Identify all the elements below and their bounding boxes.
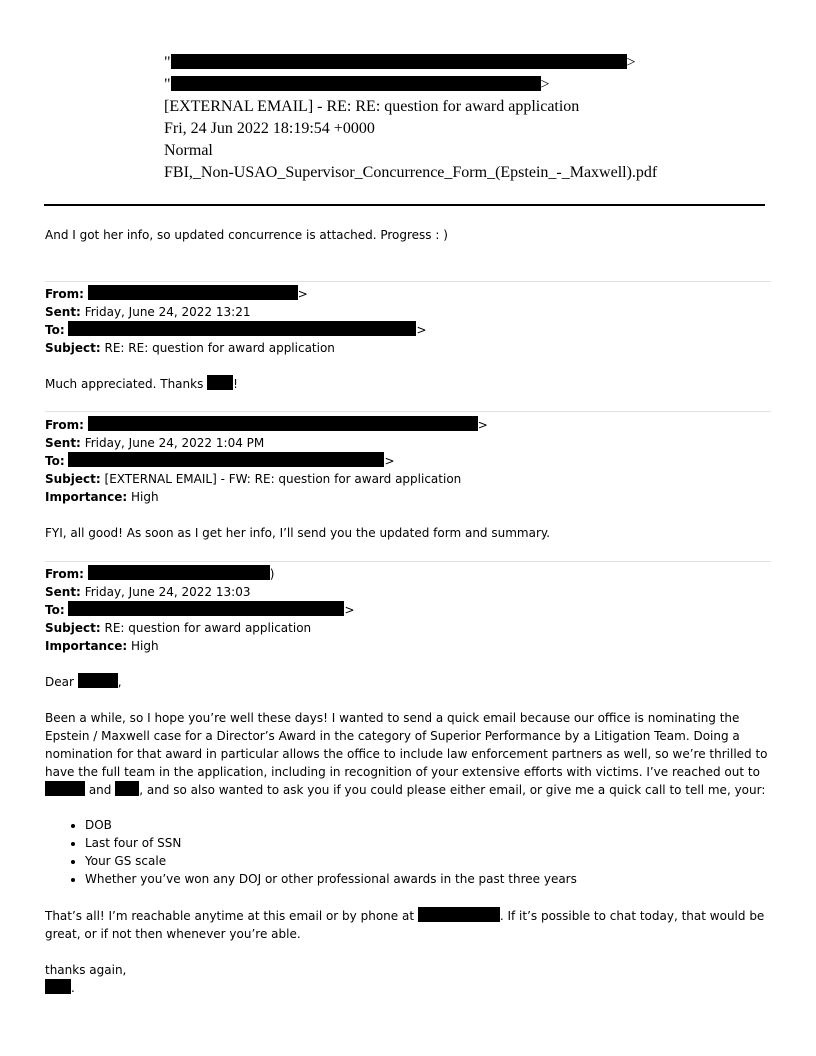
msg3-to-suffix: > — [344, 603, 355, 617]
msg3-greeting-end: , — [117, 675, 122, 689]
msg3-greeting — [45, 673, 122, 691]
redaction-box — [45, 979, 71, 994]
msg3-para1-line: have the full team in the application, including in recognition of your extensive efforts with victims. I’ve reached out to — [45, 765, 760, 779]
msg3-importance-label: Importance: — [45, 639, 128, 653]
message-divider — [45, 281, 771, 282]
msg2-subject-value: [EXTERNAL EMAIL] - FW: RE: question for award application — [104, 472, 462, 486]
header-divider — [44, 204, 765, 206]
msg2-sent-row — [45, 434, 264, 452]
msg2-subject-label: Subject: — [45, 472, 101, 486]
msg3-para1-and: and — [85, 783, 116, 797]
msg3-from-suffix: ) — [269, 567, 275, 581]
msg1-body — [45, 375, 238, 393]
header-date-value: Fri, 24 Jun 2022 18:19:54 +0000 — [164, 120, 375, 137]
redaction-box — [45, 781, 85, 796]
msg3-from-row — [45, 565, 274, 583]
header-subject-value: [EXTERNAL EMAIL] - RE: RE: question for award application — [164, 98, 580, 115]
msg1-from-label: From: — [45, 287, 84, 301]
msg3-to-label: To: — [45, 603, 65, 617]
msg3-para2-line — [45, 907, 764, 925]
msg3-para2-line: great, or if not then whenever you’re able. — [45, 927, 301, 941]
header-to-suffix: > — [540, 76, 550, 93]
redaction-box — [115, 781, 139, 796]
redaction-box — [88, 565, 270, 580]
msg1-from-row — [45, 285, 308, 303]
msg1-to-row — [45, 321, 427, 339]
msg3-closing: thanks again, — [45, 963, 127, 977]
list-item: • DOB — [85, 816, 577, 834]
msg2-to-row — [45, 452, 395, 470]
list-item: • Last four of SSN — [85, 834, 577, 852]
msg3-subject-label: Subject: — [45, 621, 101, 635]
header-attachment-link[interactable]: FBI,_Non-USAO_Supervisor_Concurrence_Form_(Epstein_-_Maxwell).pdf — [164, 164, 658, 181]
message-divider — [45, 561, 771, 562]
message-divider — [45, 411, 771, 412]
msg3-para1-line — [45, 781, 765, 799]
msg3-para1-end: , and so also wanted to ask you if you could please either email, or give me a quick call to tell me, your: — [139, 783, 766, 797]
msg3-importance-value: High — [130, 639, 159, 653]
msg2-body: FYI, all good! As soon as I get her info, I’ll send you the updated form and summary. — [45, 526, 551, 540]
redaction-box — [171, 76, 541, 91]
msg2-from-suffix: > — [477, 418, 488, 432]
msg3-from-label: From: — [45, 567, 84, 581]
header-from-prefix: " — [164, 54, 171, 71]
redaction-box — [68, 452, 384, 467]
header-from-suffix: > — [626, 54, 636, 71]
redaction-box — [78, 673, 118, 688]
msg1-body-end: ! — [233, 377, 238, 391]
msg3-signature — [45, 979, 75, 997]
msg2-importance-label: Importance: — [45, 490, 128, 504]
msg3-signature-end: . — [71, 981, 75, 995]
msg1-subject-row — [45, 339, 335, 357]
redaction-box — [68, 321, 416, 336]
msg3-sent-row — [45, 583, 250, 601]
msg3-greeting-text: Dear — [45, 675, 78, 689]
msg1-body-text: Much appreciated. Thanks — [45, 377, 208, 391]
msg3-para1-line: Been a while, so I hope you’re well these days! I wanted to send a quick email because our office is nominating the — [45, 711, 740, 725]
redaction-box — [88, 285, 298, 300]
redaction-box — [68, 601, 344, 616]
msg1-subject-label: Subject: — [45, 341, 101, 355]
msg1-from-suffix: > — [297, 287, 308, 301]
header-importance-value: Normal — [164, 142, 213, 159]
msg3-sent-label: Sent: — [45, 585, 81, 599]
redaction-box — [171, 54, 627, 69]
msg2-subject-row — [45, 470, 461, 488]
msg2-to-suffix: > — [384, 454, 395, 468]
msg2-importance-row — [45, 488, 159, 506]
requested-info-list — [45, 816, 577, 888]
msg1-sent-row — [45, 303, 250, 321]
reply-body: And I got her info, so updated concurrence is attached. Progress : ) — [45, 228, 448, 242]
msg3-to-row — [45, 601, 355, 619]
msg3-para2-end: . If it’s possible to chat today, that would be — [499, 909, 765, 923]
redaction-box — [88, 416, 478, 431]
list-item: • Your GS scale — [85, 852, 577, 870]
msg3-subject-row — [45, 619, 311, 637]
msg1-sent-value: Friday, June 24, 2022 13:21 — [84, 305, 251, 319]
msg3-para1-line: nomination for that award in particular allows the office to include law enforcement partners as well, so we’re thrilled to — [45, 747, 768, 761]
msg3-subject-value: RE: question for award application — [104, 621, 312, 635]
msg1-to-label: To: — [45, 323, 65, 337]
msg2-importance-value: High — [130, 490, 159, 504]
msg2-from-row — [45, 416, 488, 434]
msg3-sent-value: Friday, June 24, 2022 13:03 — [84, 585, 251, 599]
msg3-para1-line: Epstein / Maxwell case for a Director’s Award in the category of Superior Performance by a Litigation Team. Doing a — [45, 729, 740, 743]
msg2-to-label: To: — [45, 454, 65, 468]
header-to-prefix: " — [164, 76, 171, 93]
msg2-sent-value: Friday, June 24, 2022 1:04 PM — [84, 436, 265, 450]
list-item: • Whether you’ve won any DOJ or other professional awards in the past three years — [85, 870, 577, 888]
redaction-box — [207, 375, 233, 390]
msg1-to-suffix: > — [416, 323, 427, 337]
msg1-sent-label: Sent: — [45, 305, 81, 319]
msg3-para2-text: That’s all! I’m reachable anytime at this email or by phone at — [45, 909, 418, 923]
redaction-box — [418, 907, 500, 922]
msg2-from-label: From: — [45, 418, 84, 432]
msg2-sent-label: Sent: — [45, 436, 81, 450]
msg1-subject-value: RE: RE: question for award application — [104, 341, 335, 355]
msg3-importance-row — [45, 637, 159, 655]
